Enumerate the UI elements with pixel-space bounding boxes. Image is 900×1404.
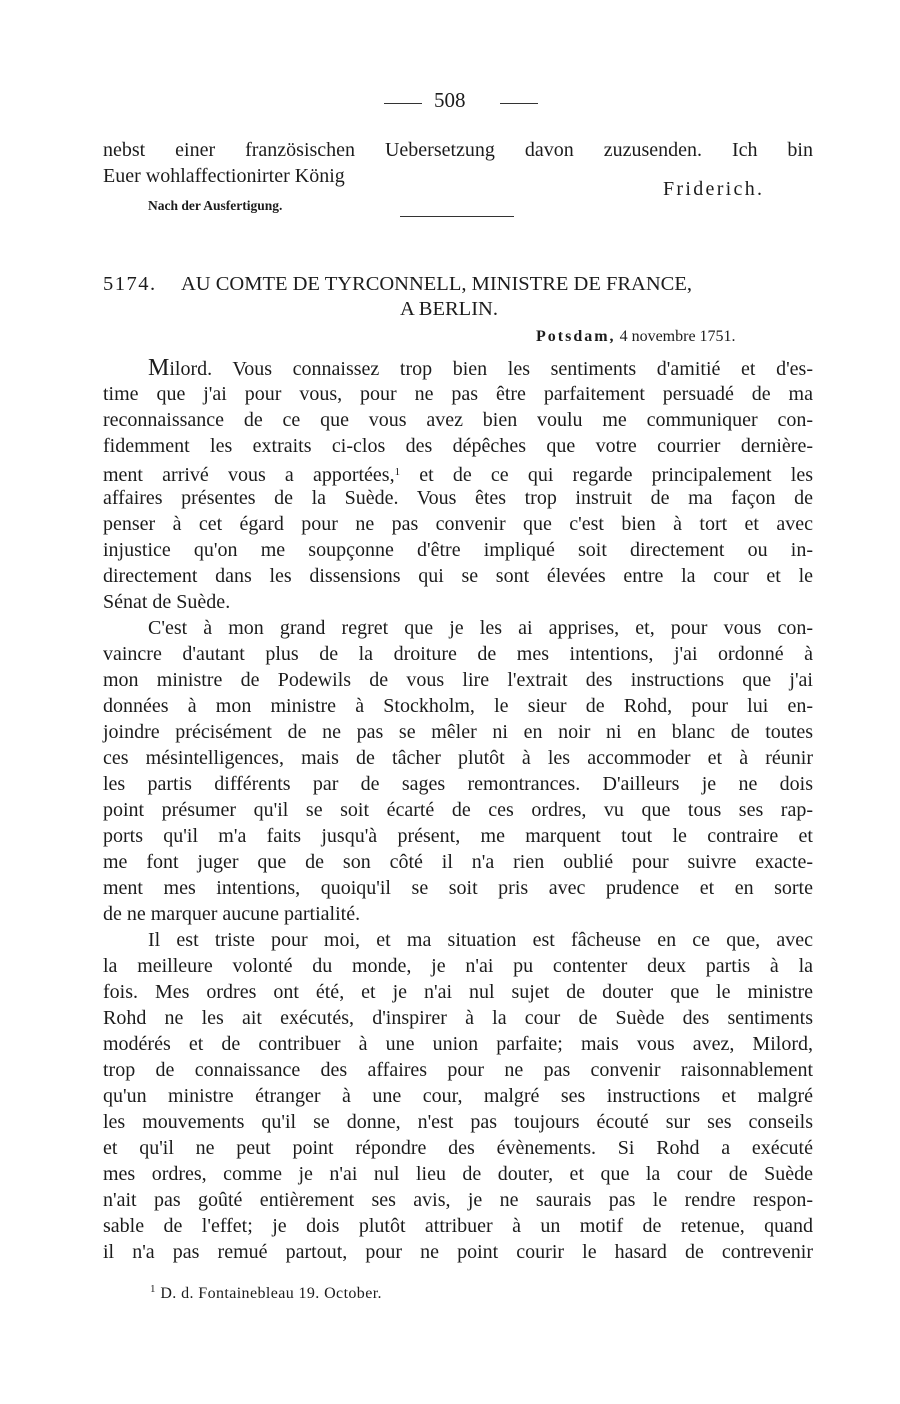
body-line-6: affaires présentes de la Suède. Vous êtes trop instruit de ma façon de (103, 487, 813, 509)
body-line-30: les mouvements qu'il se donne, n'est pas toujours écouté sur ses conseils (103, 1111, 813, 1133)
body-line-4: fidemment les extraits ci-clos des dépêches que votre courrier dernière- (103, 435, 813, 457)
body-line-1: Milord. Vous connaissez trop bien les sentiments d'amitié et d'es- (148, 355, 813, 381)
dateline (536, 328, 736, 346)
body-line-17: les partis différents par de sages remontrances. D'ailleurs je ne dois (103, 773, 813, 795)
body-line-32: mes ordres, comme je n'ai nul lieu de douter, et que la cour de Suède (103, 1163, 813, 1185)
body-line-25: fois. Mes ordres ont été, et je n'ai nul sujet de douter que le ministre (103, 981, 813, 1003)
body-line-31: et qu'il ne peut point répondre des évènements. Si Rohd a exécuté (103, 1137, 813, 1159)
body-line-14: données à mon ministre à Stockholm, le sieur de Rohd, pour lui en- (103, 695, 813, 717)
body-line-29: qu'un ministre étranger à une cour, malgré ses instructions et malgré (103, 1085, 813, 1107)
body-line-11: C'est à mon grand regret que je les ai apprises, et, pour vous con- (148, 617, 813, 639)
opening-line-1: nebst einer französischen Uebersetzung davon zuzusenden. Ich bin (103, 139, 813, 161)
body-line-24: la meilleure volonté du monde, je n'ai pu contenter deux partis à la (103, 955, 813, 977)
page-header (0, 88, 900, 118)
body-line-27: modérés et de contribuer à une union parfaite; mais vous avez, Milord, (103, 1033, 813, 1055)
body-line-8: injustice qu'on me soupçonne d'être impliqué soit directement ou in- (103, 539, 813, 561)
body-line-18: point présumer qu'il se soit écarté de ces ordres, vu que tous ses rap- (103, 799, 813, 821)
body-line-19: ports qu'il m'a faits jusqu'à présent, me marquent tout le contraire et (103, 825, 813, 847)
body-line-12: vaincre d'autant plus de la droiture de mes intentions, j'ai ordonné à (103, 643, 813, 665)
body-line-23: Il est triste pour moi, et ma situation est fâcheuse en ce que, avec (148, 929, 813, 951)
body-line-20: me font juger que de son côté il n'a rien oublié pour suivre exacte- (103, 851, 813, 873)
body-line-5-end: et de ce qui regarde principalement les (419, 464, 813, 486)
body-line-9: directement dans les dissensions qui se sont élevées entre la cour et le (103, 565, 813, 587)
footnote (150, 1283, 382, 1303)
body-line-16: ces mésintelligences, mais de tâcher plutôt à les accommoder et à réunir (103, 747, 813, 769)
body-line-10: Sénat de Suède. (103, 591, 231, 613)
document-number: 5174. (103, 273, 157, 295)
document-title-line-1: AU COMTE DE TYRCONNELL, MINISTRE DE FRANCE, (181, 273, 692, 295)
body-line-22: de ne marquer aucune partialité. (103, 903, 361, 925)
body-line-26: Rohd ne les ait exécutés, d'inspirer à la cour de Suède des sentiments (103, 1007, 813, 1029)
body-line-5 (103, 459, 813, 488)
document-title-line-2: A BERLIN. (400, 298, 498, 320)
footnote-ref: 1 (394, 466, 401, 478)
page-number: 508 (434, 88, 466, 112)
dateline-place: Potsdam, (536, 328, 616, 345)
footnote-marker: 1 (150, 1283, 156, 1295)
header-rule-left (384, 103, 422, 104)
footnote-text: D. d. Fontainebleau 19. October. (160, 1285, 382, 1302)
body-line-33: n'ait pas goûté entièrement ses avis, je ne saurais pas le rendre respon- (103, 1189, 813, 1211)
body-line-35: il n'a pas remué partout, pour ne point courir le hasard de contrevenir (103, 1241, 813, 1263)
body-line-5-start: ment arrivé vous a apportées, (103, 464, 395, 486)
body-line-13: mon ministre de Podewils de vous lire l'extrait des instructions que j'ai (103, 669, 813, 691)
body-line-28: trop de connaissance des affaires pour ne pas convenir raisonnablement (103, 1059, 813, 1081)
body-line-7: penser à cet égard pour ne pas convenir que c'est bien à tort et avec (103, 513, 813, 535)
body-line-1-rest: ilord. Vous connaissez trop bien les sentiments d'amitié et d'es- (169, 358, 813, 380)
body-line-21: ment mes intentions, quoiqu'il se soit pris avec prudence et en sorte (103, 877, 813, 899)
body-line-15: joindre précisément de ne pas se mêler ni en noir ni en blanc de toutes (103, 721, 813, 743)
body-line-3: reconnaissance de ce que vous avez bien voulu me communiquer con- (103, 409, 813, 431)
signature: Friderich. (663, 178, 765, 200)
body-line-34: sable de l'effet; je dois plutôt attribuer à un motif de retenue, quand (103, 1215, 813, 1237)
source-note: Nach der Ausfertigung. (148, 198, 283, 213)
section-separator (400, 216, 514, 217)
dateline-date: 4 novembre 1751. (619, 328, 736, 345)
header-rule-right (500, 103, 538, 104)
opening-line-2: Euer wohlaffectionirter König (103, 165, 345, 187)
body-line-2: time que j'ai pour vous, pour ne pas être parfaitement persuadé de ma (103, 383, 813, 405)
